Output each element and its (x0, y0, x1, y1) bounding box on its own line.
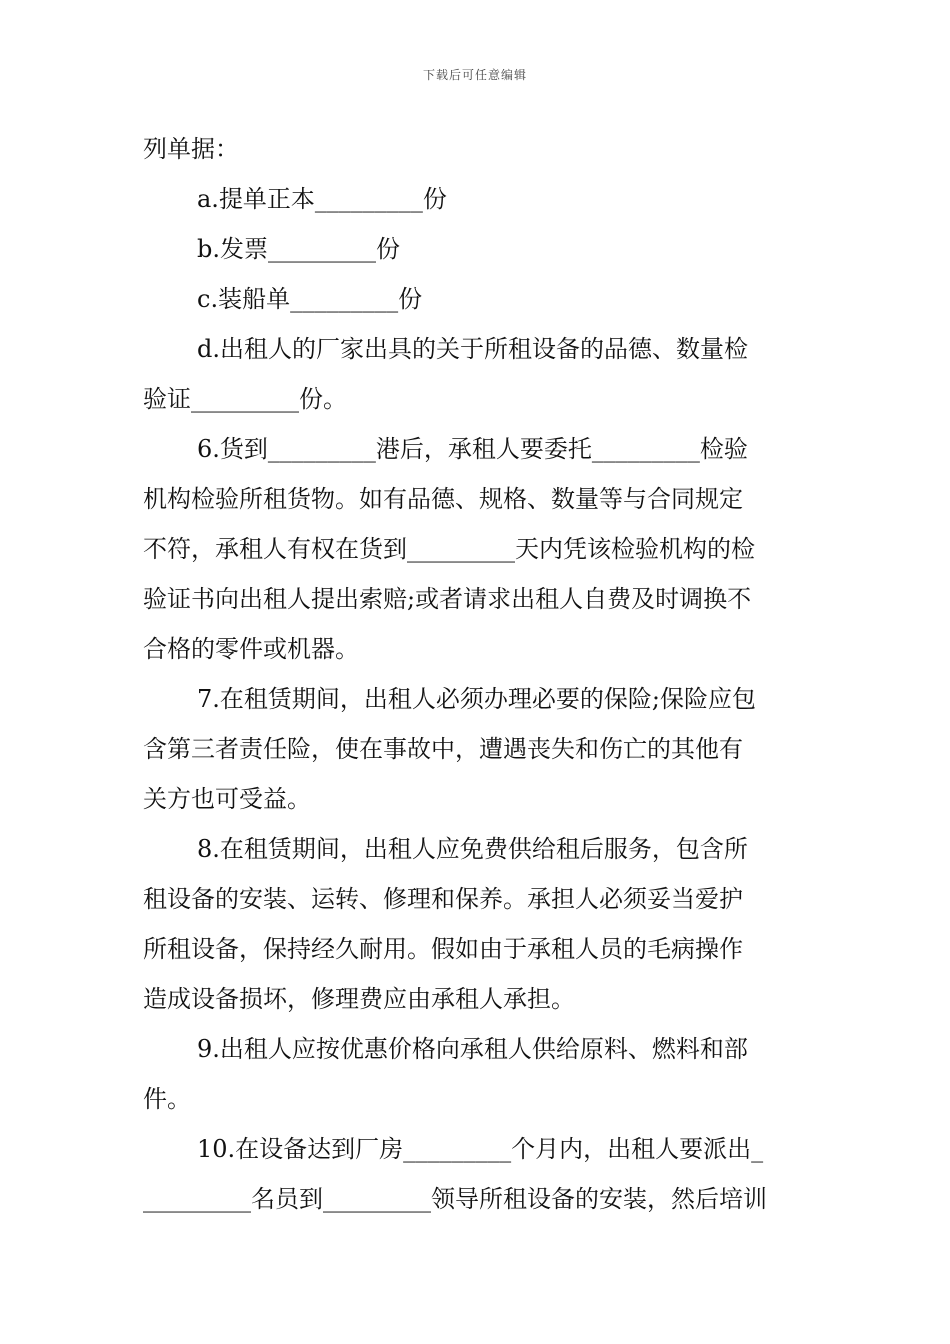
text-line: 验证_________份。 (143, 385, 347, 413)
text-line: _________名员到_________领导所租设备的安装，然后培训 (143, 1185, 767, 1213)
page-header-note: 下载后可任意编辑 (422, 68, 527, 82)
text-line: 造成设备损坏，修理费应由承租人承担。 (143, 985, 575, 1013)
text-line: 件。 (143, 1085, 191, 1113)
text-line: c.装船单_________份 (197, 285, 423, 313)
text-line: 8.在租赁期间，出租人应免费供给租后服务，包含所 (197, 835, 748, 863)
document-body (143, 124, 808, 1224)
text-line: 9.出租人应按优惠价格向承租人供给原料、燃料和部 (197, 1035, 748, 1063)
text-line: 关方也可受益。 (143, 785, 311, 813)
text-line: 租设备的安装、运转、修理和保养。承担人必须妥当爱护 (143, 885, 743, 913)
text-line: 合格的零件或机器。 (143, 635, 359, 663)
text-line: 所租设备，保持经久耐用。假如由于承租人员的毛病操作 (143, 935, 743, 963)
text-line: 不符，承租人有权在货到_________天内凭该检验机构的检 (143, 535, 755, 563)
text-line: 机构检验所租货物。如有品德、规格、数量等与合同规定 (143, 485, 743, 513)
text-line: b.发票_________份 (197, 235, 400, 263)
text-line: 验证书向出租人提出索赔;或者请求出租人自费及时调换不 (143, 585, 752, 613)
text-line: 列单据： (143, 135, 239, 163)
text-line: d.出租人的厂家出具的关于所租设备的品德、数量检 (197, 335, 748, 363)
text-line: 10.在设备达到厂房_________个月内，出租人要派出_ (197, 1135, 764, 1163)
text-line: 7.在租赁期间，出租人必须办理必要的保险;保险应包 (197, 685, 756, 713)
text-line: 含第三者责任险，使在事故中，遭遇丧失和伤亡的其他有 (143, 735, 743, 763)
text-line: a.提单正本_________份 (197, 185, 447, 213)
text-line: 6.货到_________港后，承租人要委托_________检验 (197, 435, 748, 463)
